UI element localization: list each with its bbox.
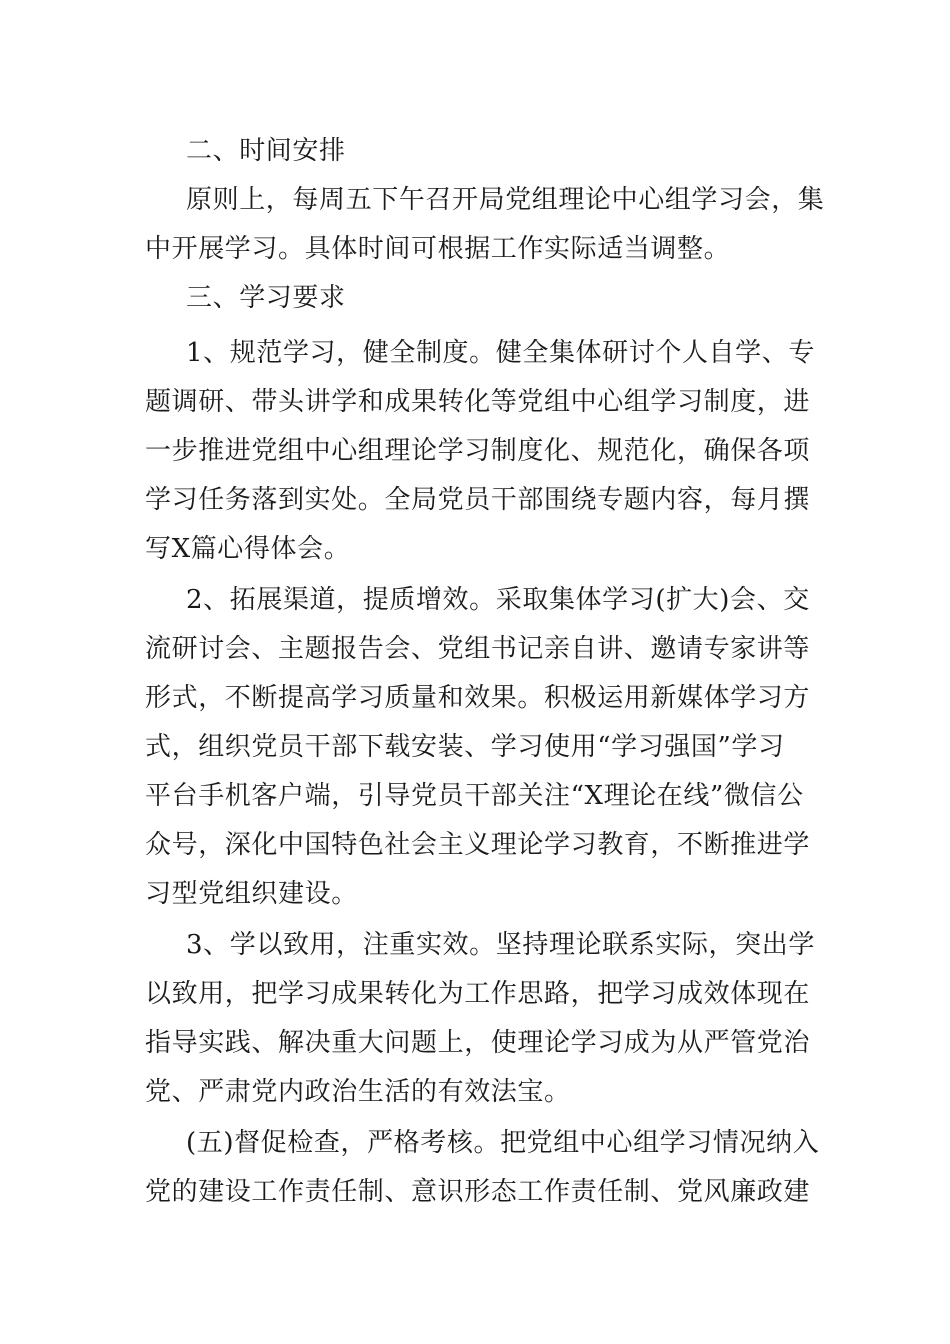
paragraph-line: 中开展学习。具体时间可根据工作实际适当调整。 bbox=[145, 234, 731, 264]
paragraph-line: 一步推进党组中心组理论学习制度化、规范化，确保各项 bbox=[145, 436, 811, 466]
section-heading-requirements: 三、学习要求 bbox=[186, 283, 346, 313]
paragraph-line: 形式，不断提高学习质量和效果。积极运用新媒体学习方 bbox=[145, 683, 811, 713]
paragraph-line: 党、严肃党内政治生活的有效法宝。 bbox=[145, 1077, 571, 1107]
paragraph-line: 指导实践、解决重大问题上，使理论学习成为从严管党治 bbox=[145, 1028, 811, 1058]
paragraph-line: 3、学以致用，注重实效。坚持理论联系实际，突出学 bbox=[186, 930, 815, 960]
paragraph-line: 题调研、带头讲学和成果转化等党组中心组学习制度，进 bbox=[145, 387, 811, 417]
paragraph-line: 党的建设工作责任制、意识形态工作责任制、党风廉政建 bbox=[145, 1177, 811, 1207]
paragraph-line: 学习任务落到实处。全局党员干部围绕专题内容，每月撰 bbox=[145, 485, 811, 515]
paragraph-line: 流研讨会、主题报告会、党组书记亲自讲、邀请专家讲等 bbox=[145, 634, 811, 664]
paragraph-line: 众号，深化中国特色社会主义理论学习教育，不断推进学 bbox=[145, 830, 811, 860]
paragraph-line: 以致用，把学习成果转化为工作思路，把学习成效体现在 bbox=[145, 979, 811, 1009]
paragraph-line: 写X篇心得体会。 bbox=[145, 534, 351, 564]
paragraph-line: 式，组织党员干部下载安装、学习使用“学习强国”学习 bbox=[145, 732, 785, 762]
paragraph-line: 平台手机客户端，引导党员干部关注“X理论在线”微信公 bbox=[145, 781, 804, 811]
section-heading-schedule: 二、时间安排 bbox=[186, 136, 346, 166]
paragraph-line: 原则上，每周五下午召开局党组理论中心组学习会，集 bbox=[186, 185, 825, 215]
paragraph-line: 1、规范学习，健全制度。健全集体研讨个人自学、专 bbox=[186, 338, 815, 368]
paragraph-line: 习型党组织建设。 bbox=[145, 879, 358, 909]
paragraph-line: 2、拓展渠道，提质增效。采取集体学习(扩大)会、交 bbox=[186, 585, 810, 615]
paragraph-line: (五)督促检查，严格考核。把党组中心组学习情况纳入 bbox=[186, 1128, 820, 1158]
